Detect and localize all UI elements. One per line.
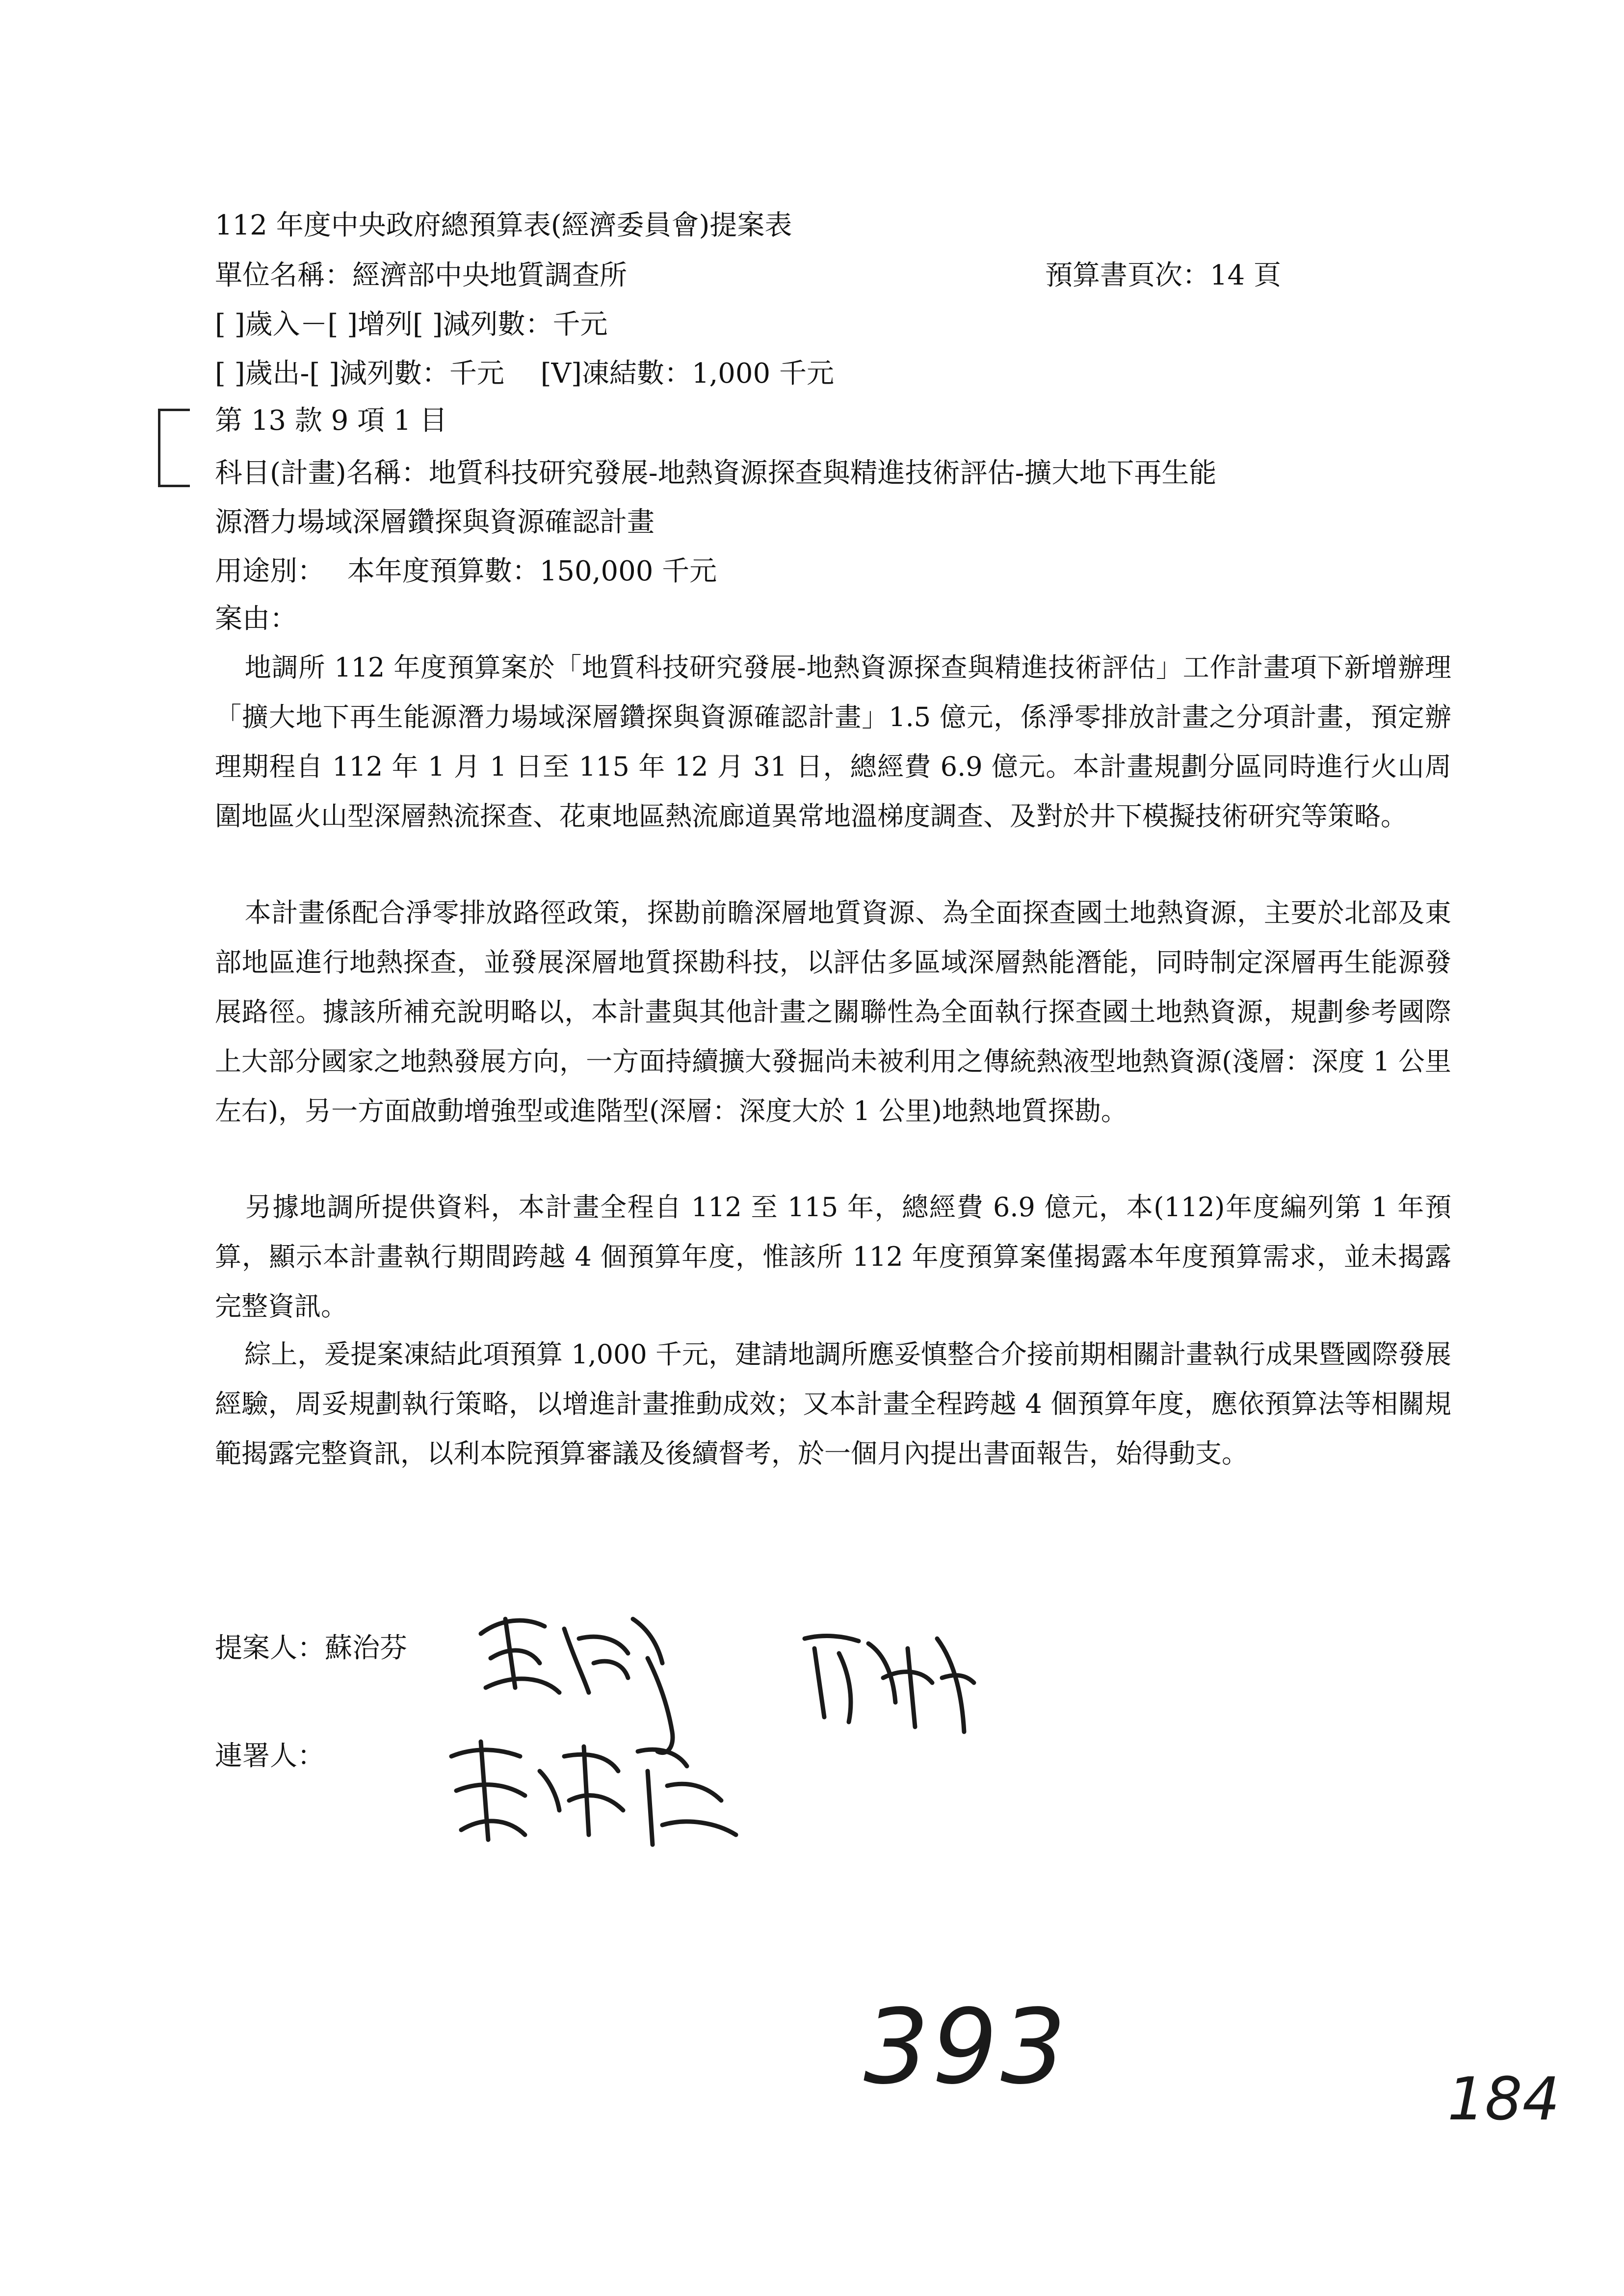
paragraph-2-text: 本計畫係配合淨零排放路徑政策，探勘前瞻深層地質資源、為全面探查國土地熱資源，主要於北部及東部地區進行地熱探查，並發展深層地質探勘科技，以評估多區域深層熱能潛能，同時制定深層再生能源發展路徑。據該所補充說明略以，本計畫與其他計畫之關聯性為全面執行探查國土地熱資源，規劃參考國際上大部分國家之地熱發展方向，一方面持續擴大發掘尚未被利用之傳統熱液型地熱資源(淺層：深度 1 公里左右)，另一方面啟動增強型或進階型(深層：深度大於 1 公里)地熱地質探勘。 [215, 897, 1451, 1126]
unit-name: 單位名稱：經濟部中央地質調查所 [215, 260, 627, 291]
proposer-label: 提案人：蘇治芬 [215, 1632, 407, 1664]
handwritten-bracket [158, 409, 190, 487]
paragraph-4-text: 綜上，爰提案凍結此項預算 1,000 千元，建請地調所應妥慎整合介接前期相關計畫執行成果暨國際發展經驗，周妥規劃執行策略，以增進計畫推動成效；又本計畫全程跨越 4 個預算年度，應依預算法等相關規範揭露完整資訊，以利本院預算審議及後續督考，於一個月內提出書面報告，始得動支。 [215, 1339, 1451, 1469]
usage-line: 用途別： 本年度預算數：150,000 千元 [215, 555, 717, 587]
paragraph-3-text: 另據地調所提供資料，本計畫全程自 112 至 115 年，總經費 6.9 億元，本(112)年度編列第 1 年預算，顯示本計畫執行期間跨越 4 個預算年度，惟該所 112 年度預算案僅揭露本年度預算需求，並未揭露完整資訊。 [215, 1192, 1451, 1322]
page-stamp-number: 393 [864, 1987, 1069, 2107]
page-corner-number: 184 [1447, 2065, 1560, 2134]
paragraph-1 [215, 643, 1451, 841]
paragraph-1-text: 地調所 112 年度預算案於「地質科技研究發展-地熱資源探查與精進技術評估」工作計畫項下新增辦理「擴大地下再生能源潛力場域深層鑽探與資源確認計畫」1.5 億元，係淨零排放計畫之分項計畫，預定辦理期程自 112 年 1 月 1 日至 115 年 12 月 31 日，總經費 6.9 億元。本計畫規劃分區同時進行火山周圍地區火山型深層熱流探查、花東地區熱流廊道異常地溫梯度調查、及對於井下模擬技術研究等策略。 [215, 652, 1451, 832]
expense-line: [ ]歲出-[ ]減列數：千元 [V]凍結數：1,000 千元 [215, 358, 834, 390]
form-title: 112 年度中央政府總預算表(經濟委員會)提案表 [215, 209, 792, 241]
cosigner-label: 連署人： [215, 1740, 325, 1772]
paragraph-2 [215, 888, 1451, 1136]
income-line: [ ]歲入－[ ]增列[ ]減列數：千元 [215, 309, 608, 340]
subject-line-1: 科目(計畫)名稱：地質科技研究發展-地熱資源探查與精進技術評估-擴大地下再生能 [215, 457, 1217, 489]
reason-label: 案由： [215, 603, 297, 635]
signature-cosigner-2 [442, 1727, 746, 1854]
subject-line-2: 源潛力場域深層鑽探與資源確認計畫 [215, 506, 655, 538]
budget-page: 預算書頁次：14 頁 [1045, 260, 1282, 291]
item-line: 第 13 款 9 項 1 目 [215, 405, 447, 437]
signature-cosigner-1 [795, 1619, 981, 1747]
paragraph-3 [215, 1182, 1451, 1331]
paragraph-4 [215, 1330, 1451, 1478]
